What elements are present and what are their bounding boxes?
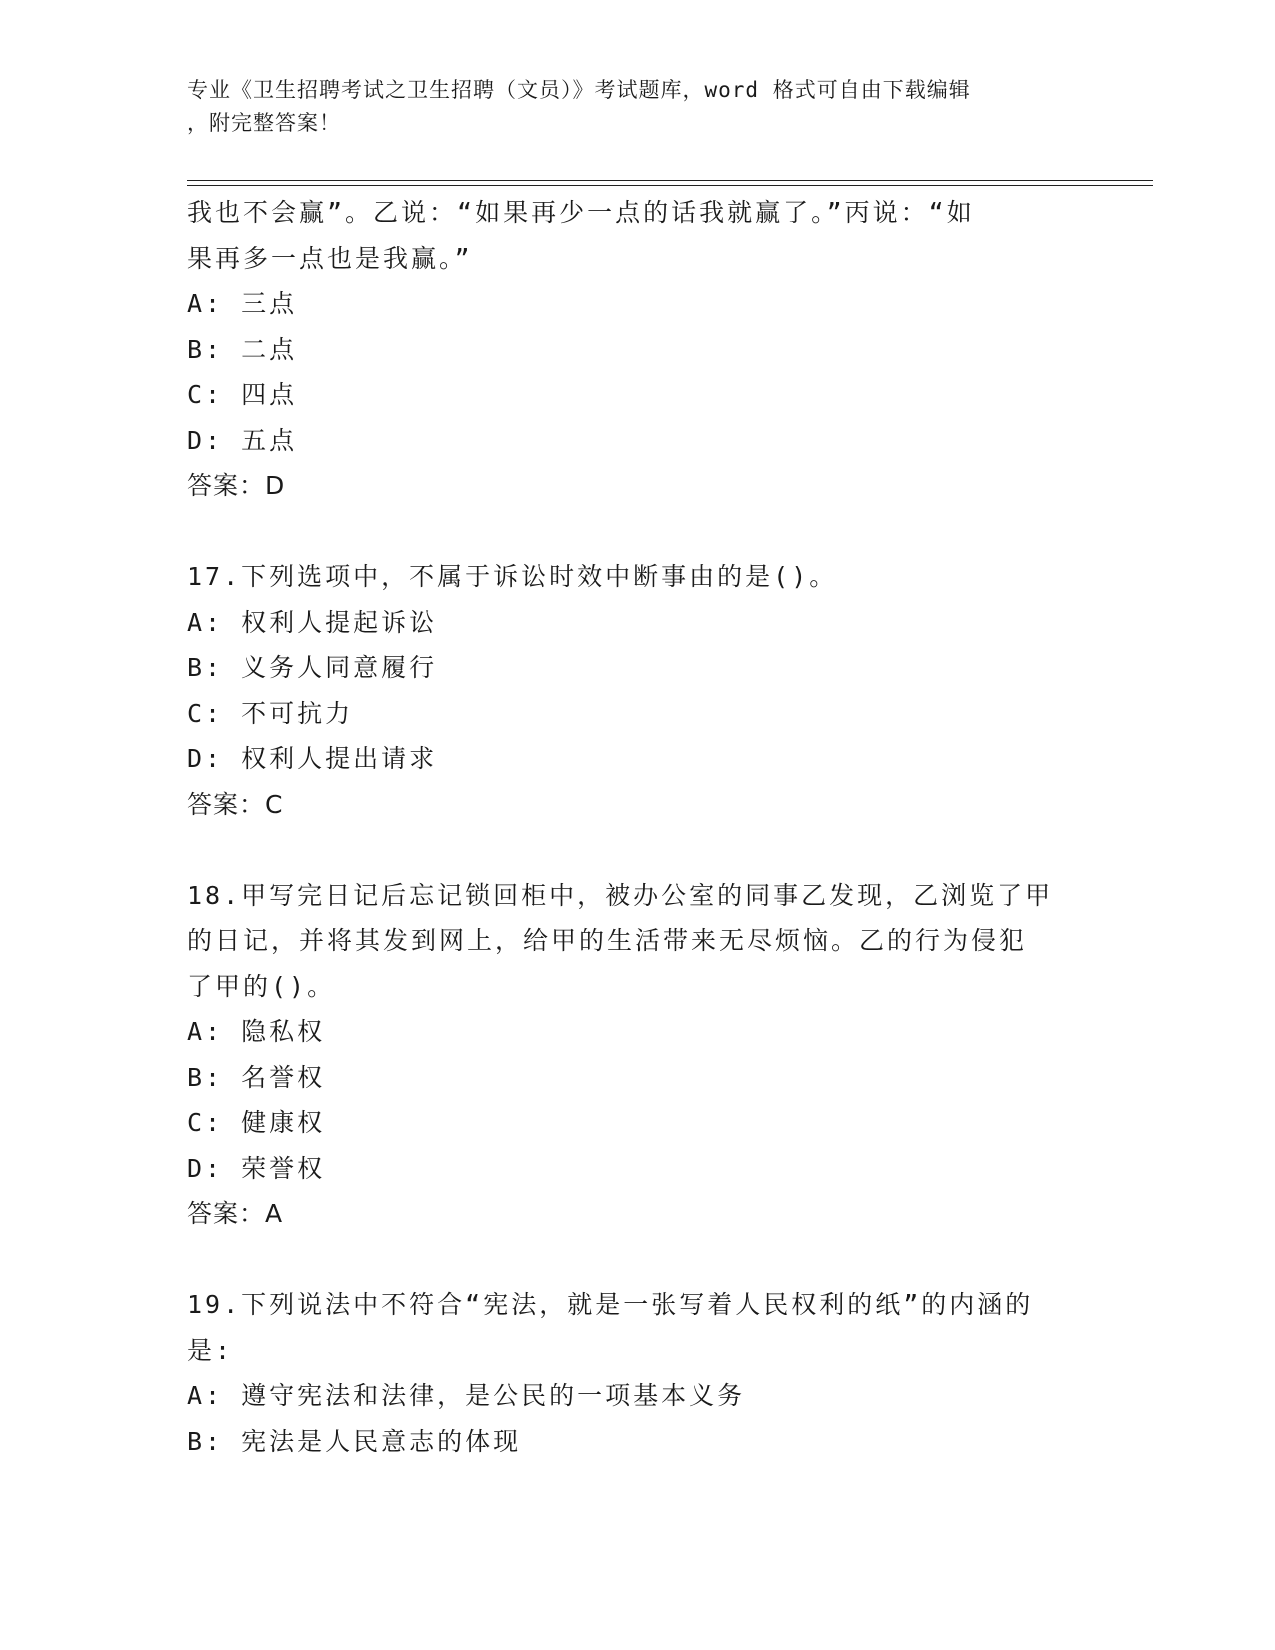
spacer — [187, 1237, 1087, 1283]
question-content — [187, 190, 1087, 1464]
question-stem-line: 19.下列说法中不符合“宪法，就是一张写着人民权利的纸”的内涵的 — [187, 1290, 1034, 1319]
header-divider — [187, 180, 1153, 186]
question-stem-line: 了甲的()。 — [187, 971, 336, 1001]
question-stem-line: 18.甲写完日记后忘记锁回柜中，被办公室的同事乙发现，乙浏览了甲 — [187, 880, 1054, 910]
option-c: C: 不可抗力 — [187, 698, 354, 728]
option-b: B: 宪法是人民意志的体现 — [187, 1426, 522, 1456]
page-header — [187, 74, 1067, 140]
option-a: A: 三点 — [187, 289, 298, 318]
question-17 — [187, 554, 1087, 827]
option-a: A: 遵守宪法和法律，是公民的一项基本义务 — [187, 1381, 746, 1410]
question-stem-line: 果再多一点也是我赢。” — [187, 243, 473, 273]
question-stem-line: 的日记，并将其发到网上，给甲的生活带来无尽烦恼。乙的行为侵犯 — [187, 926, 1028, 955]
answer-line: 答案：D — [187, 471, 286, 500]
question-stem-line: 17.下列选项中，不属于诉讼时效中断事由的是()。 — [187, 562, 838, 591]
option-b: B: 二点 — [187, 334, 298, 364]
spacer — [187, 509, 1087, 555]
option-c: C: 健康权 — [187, 1108, 326, 1137]
answer-line: 答案：A — [187, 1199, 284, 1228]
option-d: D: 荣誉权 — [187, 1153, 326, 1183]
question-stem-line: 是: — [187, 1335, 234, 1365]
spacer — [187, 827, 1087, 873]
question-stem-line: 我也不会赢”。乙说：“如果再少一点的话我就赢了。”丙说：“如 — [187, 198, 975, 227]
option-a: A: 权利人提起诉讼 — [187, 607, 438, 637]
option-b: B: 义务人同意履行 — [187, 653, 438, 682]
header-line-2: ，附完整答案！ — [187, 111, 341, 135]
question-18 — [187, 873, 1087, 1237]
option-b: B: 名誉权 — [187, 1062, 326, 1092]
option-d: D: 五点 — [187, 425, 298, 455]
answer-line: 答案：C — [187, 789, 284, 819]
header-line-1: 专业《卫生招聘考试之卫生招聘（文员）》考试题库，word 格式可自由下载编辑 — [187, 78, 971, 102]
question-continued — [187, 190, 1087, 509]
question-19 — [187, 1282, 1087, 1464]
option-d: D: 权利人提出请求 — [187, 744, 438, 773]
option-c: C: 四点 — [187, 380, 298, 409]
option-a: A: 隐私权 — [187, 1017, 326, 1046]
